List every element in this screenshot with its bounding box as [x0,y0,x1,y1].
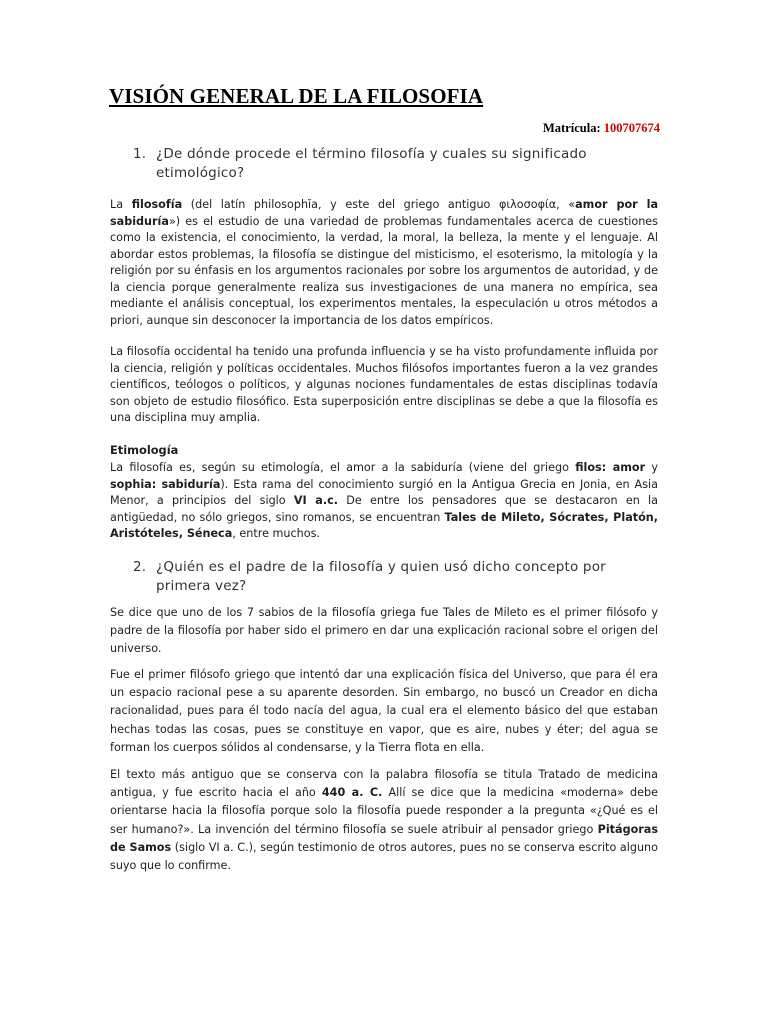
text-run: Se dice que uno de los 7 sabios de la filosofía griega fue Tales de Mileto es el primer filósofo y padre de la filosofía por haber sido el primero en dar una explicación racional sobre el origen del universo. [110,606,658,656]
question-2-text: ¿Quién es el padre de la filosofía y quien usó dicho concepto por primera vez? [156,559,606,594]
text-run: El texto más antiguo que se conserva con la palabra filosofía se titula Tratado de medicina antigua, y fue escrito hacia el año [110,768,658,800]
bold-run: sophia: sabiduría [110,477,221,491]
text-run: y [645,461,658,474]
bold-run: amor por la sabiduría [110,198,658,228]
bold-run: Tales de Mileto, Sócrates, Platón, Aristóteles, Séneca [110,510,658,540]
text-run: (del latín philosophĭa, y este del griego antiguo φιλοσοφία, « [182,198,576,211]
bold-run: filos: amor [575,461,646,474]
question-2 [133,558,663,596]
question-2-number: 2. [133,559,147,575]
bold-run: 440 a. C. [321,786,383,800]
text-run: De entre los pensadores que se destacaron en la antigüedad, no sólo griegos, sino romanos, se encuentran [110,494,659,524]
matricula-line [543,121,660,136]
text-run: Allí se dice que la medicina «moderna» debe orientarse hacia la filosofía porque solo la filosofía puede responder a la pregunta «¿Qué es el ser humano?». La invención del término filosofía se suele atribuir al pensador griego [110,786,658,836]
bold-run: VI a.c. [293,494,338,507]
question-1-text: ¿De dónde procede el término filosofía y cuales su significado etimológico? [156,146,587,181]
matricula-label: Matrícula: [543,121,601,135]
paragraph-oldest-text [110,766,658,875]
heading-etimologia: Etimología [110,443,179,457]
text-run: La filosofía occidental ha tenido una profunda influencia y se ha visto profundamente influida por la ciencia, religión y políticas occidentales. Muchos filósofos importantes fueron a la vez grandes científicos, teólogos o políticos, y algunas nociones fundamentales de estas disciplinas todavía son objeto de estudio filosófico. Esta superposición entre disciplinas se debe a que la filosofía es una disciplina muy amplia. [110,345,658,424]
document-title: VISIÓN GENERAL DE LA FILOSOFIA [109,84,484,108]
text-run: (siglo VI a. C.), según testimonio de otros autores, pues no se conserva escrito alguno suyo que lo confirme. [110,840,658,873]
text-run: La filosofía es, según su etimología, el amor a la sabiduría (viene del griego [110,461,576,474]
paragraph-western-philosophy [110,344,658,427]
bold-run: filosofía [131,198,183,211]
text-run: ). Esta rama del conocimiento surgió en la Antigua Grecia en Jonia, en Asia Menor, a principios del siglo [110,477,658,507]
text-run: ») es el estudio de una variedad de problemas fundamentales acerca de cuestiones como la existencia, el conocimiento, la verdad, la moral, la belleza, la mente y el lenguaje. Al abordar estos problemas, la filosofía se distingue del misticismo, el esoterismo, la mitología y la religión por su énfasis en los argumentos racionales por sobre los argumentos de autoridad, y de la ciencia porque generalmente realiza sus investigaciones de una manera no empírica, sea mediante el análisis conceptual, los experimentos mentales, la especulación u otros métodos a priori, aunque sin desconocer la importancia de los datos empíricos. [110,214,658,327]
text-run: , entre muchos. [232,527,320,540]
bold-run: Pitágoras de Samos [110,822,658,854]
question-1-number: 1. [133,146,147,162]
question-1 [133,145,663,183]
paragraph-etimologia [110,460,658,543]
text-run: Fue el primer filósofo griego que intentó dar una explicación física del Universo, que para él era un espacio racional pese a su aparente desorden. Sin embargo, no buscó un Creador en dicha racionalidad, pues para él todo nacía del agua, la cual era el elemento básico del que estaban hechas todas las cosas, pues se constituye en vapor, que es aire, nubes y éter; del agua se forman los cuerpos sólidos al condensarse, y la Tierra flota en ella. [110,668,658,754]
paragraph-tales-physics [110,666,658,757]
paragraph-definition [110,197,658,329]
matricula-value: 100707674 [603,121,660,135]
paragraph-tales-father [110,604,658,659]
text-run: La [110,198,132,211]
